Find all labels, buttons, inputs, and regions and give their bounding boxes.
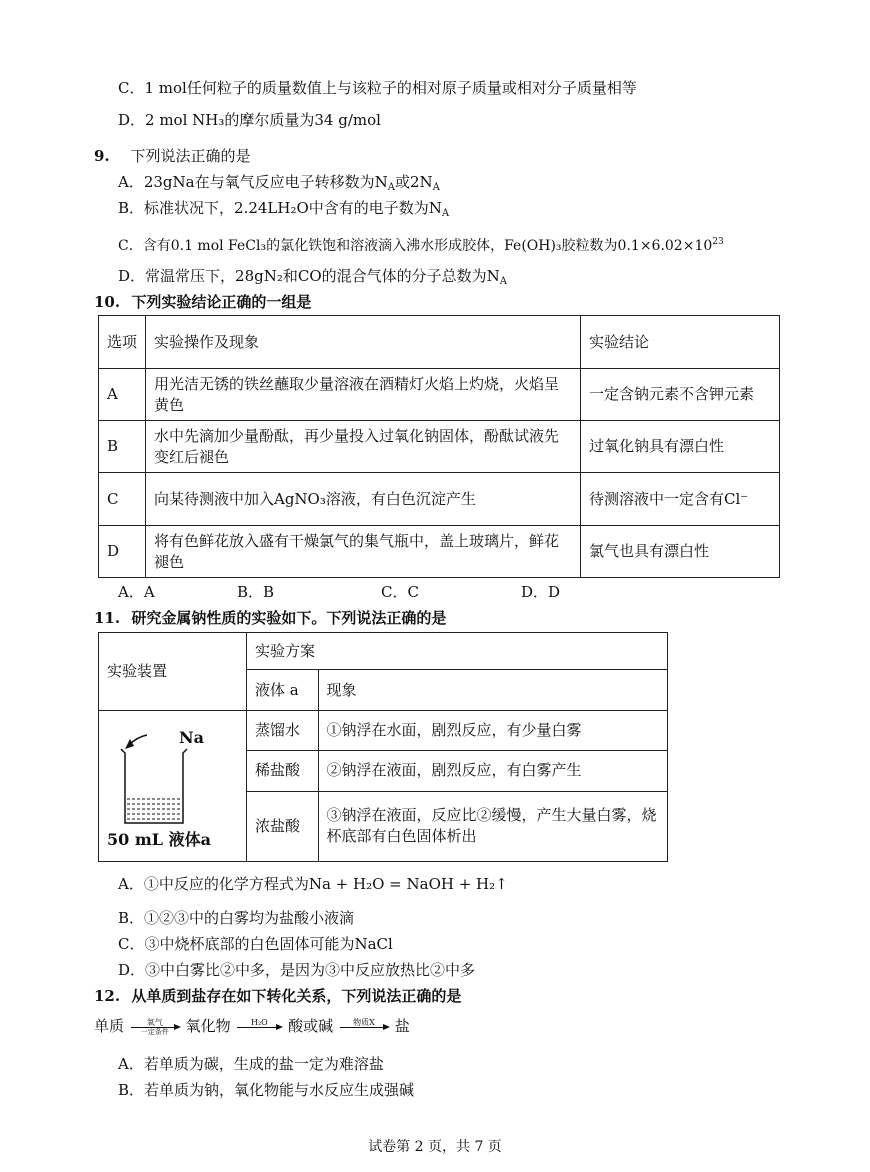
q10-row-b-operation: 水中先滴加少量酚酞，再少量投入过氧化钠固体，酚酞试液先变红后褪色 [146,421,581,473]
q12-conversion-chain [94,1016,410,1037]
q10-choice-a: A．A [118,583,155,601]
table-row [99,526,780,578]
q11-option-b: B．①②③中的白雾均为盐酸小液滴 [118,909,355,927]
table-row [99,369,780,421]
chain-oxide: 氧化物 [185,1017,231,1035]
q11-row3-liquid: 浓盐酸 [247,791,319,861]
arrow-2-shaft [237,1027,281,1028]
q11-apparatus-cell [99,711,247,862]
q8-option-d: D．2 mol NH₃的摩尔质量为34 g/mol [118,111,381,129]
q9-number: 9. [94,147,110,165]
q10-row-a-operation: 用光洁无锈的铁丝蘸取少量溶液在酒精灯火焰上灼烧，火焰呈黄色 [146,369,581,421]
q10-choice-b: B．B [237,583,275,601]
q9-option-d-sub: A [499,276,507,287]
arrow-1-bottom-label: 一定条件 [140,1027,169,1036]
beaker-outline [121,749,187,823]
q12-number: 12. [94,987,121,1005]
q9-option-a-sub2: A [432,182,440,193]
q10-row-d-conclusion: 氯气也具有漂白性 [581,526,780,578]
q11-row1-liquid: 蒸馏水 [247,711,319,751]
q11-row2-phenomenon: ②钠浮在液面，剧烈反应，有白雾产生 [318,751,667,791]
q10-row-a-conclusion: 一定含钠元素不含钾元素 [581,369,780,421]
arrow-3-shaft [340,1027,388,1028]
table-row [99,711,668,751]
q12-stem [94,986,461,1006]
chain-element: 单质 [94,1017,125,1035]
q9-option-b-text: B．标准状况下，2.24LH₂O中含有的电子数为N [118,199,442,217]
q10-header-conclusion: 实验结论 [581,316,780,369]
q10-header-operation: 实验操作及现象 [146,316,581,369]
q12-stem-text: 从单质到盐存在如下转化关系，下列说法正确的是 [131,987,462,1005]
q10-number: 10. [94,293,121,311]
arrow-1-shaft [131,1027,179,1028]
q9-option-a-sub1: A [387,182,395,193]
q9-option-d-text: D．常温常压下，28gN₂和CO的混合气体的分子总数为N [118,267,500,285]
q11-table [98,632,668,862]
q10-row-a-option: A [99,369,146,421]
q8-option-c: C．1 mol任何粒子的质量数值上与该粒子的相对原子质量或相对分子质量相等 [118,79,637,97]
arrow-3 [340,1018,388,1037]
q9-stem [94,146,250,166]
q9-option-a [118,172,440,198]
q11-option-c: C．③中烧杯底部的白色固体可能为NaCl [118,935,393,953]
q10-row-c-conclusion: 待测溶液中一定含有Cl⁻ [581,473,780,526]
q11-option-a: A．①中反应的化学方程式为Na + H₂O = NaOH + H₂↑ [118,875,508,893]
q12-option-a: A．若单质为碳，生成的盐一定为难溶盐 [118,1055,384,1073]
q9-option-a-text: A．23gNa在与氧气反应电子转移数为N [118,173,388,191]
q9-option-a-mid: 或2N [394,173,433,191]
chain-acid-or-base: 酸或碱 [288,1017,334,1035]
q9-option-c-sup: 23 [712,237,724,247]
q11-header-row [99,633,668,670]
q10-choice-d: D．D [521,583,561,601]
q10-table [98,315,780,578]
q10-row-c-operation: 向某待测液中加入AgNO₃溶液，有白色沉淀产生 [146,473,581,526]
q11-header-device: 实验装置 [99,633,247,711]
q11-stem-text: 研究金属钠性质的实验如下。下列说法正确的是 [131,609,447,627]
q10-header-row [99,316,780,369]
q11-number: 11. [94,609,121,627]
table-row [99,421,780,473]
q10-stem [94,292,311,312]
arrow-2-bottom-spacer [237,1028,281,1037]
q10-stem-text: 下列实验结论正确的一组是 [131,293,312,311]
q9-option-c-text: C．含有0.1 mol FeCl₃的氯化铁饱和溶液滴入沸水形成胶体，Fe(OH)₃胶粒数为0.1×6.02×10 [118,238,713,254]
arrow-3-bottom-spacer [340,1028,388,1037]
page-footer: 试卷第 2 页，共 7 页 [368,1139,502,1155]
q10-row-d-option: D [99,526,146,578]
q11-row1-phenomenon: ①钠浮在水面，剧烈反应，有少量白雾 [318,711,667,751]
q11-row2-liquid: 稀盐酸 [247,751,319,791]
na-arrow-head [125,739,134,749]
q12-option-b: B．若单质为钠，氧化物能与水反应生成强碱 [118,1081,415,1099]
q10-row-b-option: B [99,421,146,473]
beaker-label: 50 mL 液体a [107,830,211,849]
arrow-1-top-label: 氧气 [146,1017,163,1027]
na-label: Na [179,728,204,747]
q11-stem [94,608,446,628]
q11-header-plan: 实验方案 [247,633,668,670]
q10-row-d-operation: 将有色鲜花放入盛有干燥氯气的集气瓶中，盖上玻璃片，鲜花褪色 [146,526,581,578]
q11-option-d: D．③中白雾比②中多，是因为③中反应放热比②中多 [118,961,476,979]
arrow-2 [237,1018,281,1037]
q10-row-c-option: C [99,473,146,526]
q9-option-b [118,198,449,224]
arrow-1 [131,1018,179,1037]
q9-option-c [118,232,724,256]
chain-salt: 盐 [394,1017,410,1035]
q9-option-d [118,266,507,292]
q11-row3-phenomenon: ③钠浮在液面，反应比②缓慢，产生大量白雾，烧杯底部有白色固体析出 [318,791,667,861]
q10-row-b-conclusion: 过氧化钠具有漂白性 [581,421,780,473]
q10-header-option: 选项 [99,316,146,369]
arrow-2-top-label: H₂O [251,1017,268,1027]
q9-stem-text: 下列说法正确的是 [130,147,251,165]
q11-header-phenomenon: 现象 [318,670,667,711]
q10-choice-c: C．C [381,583,419,601]
q11-header-liquid: 液体 a [247,670,319,711]
q9-option-b-sub: A [441,208,450,219]
arrow-3-top-label: 物质X [353,1017,375,1027]
table-row [99,473,780,526]
